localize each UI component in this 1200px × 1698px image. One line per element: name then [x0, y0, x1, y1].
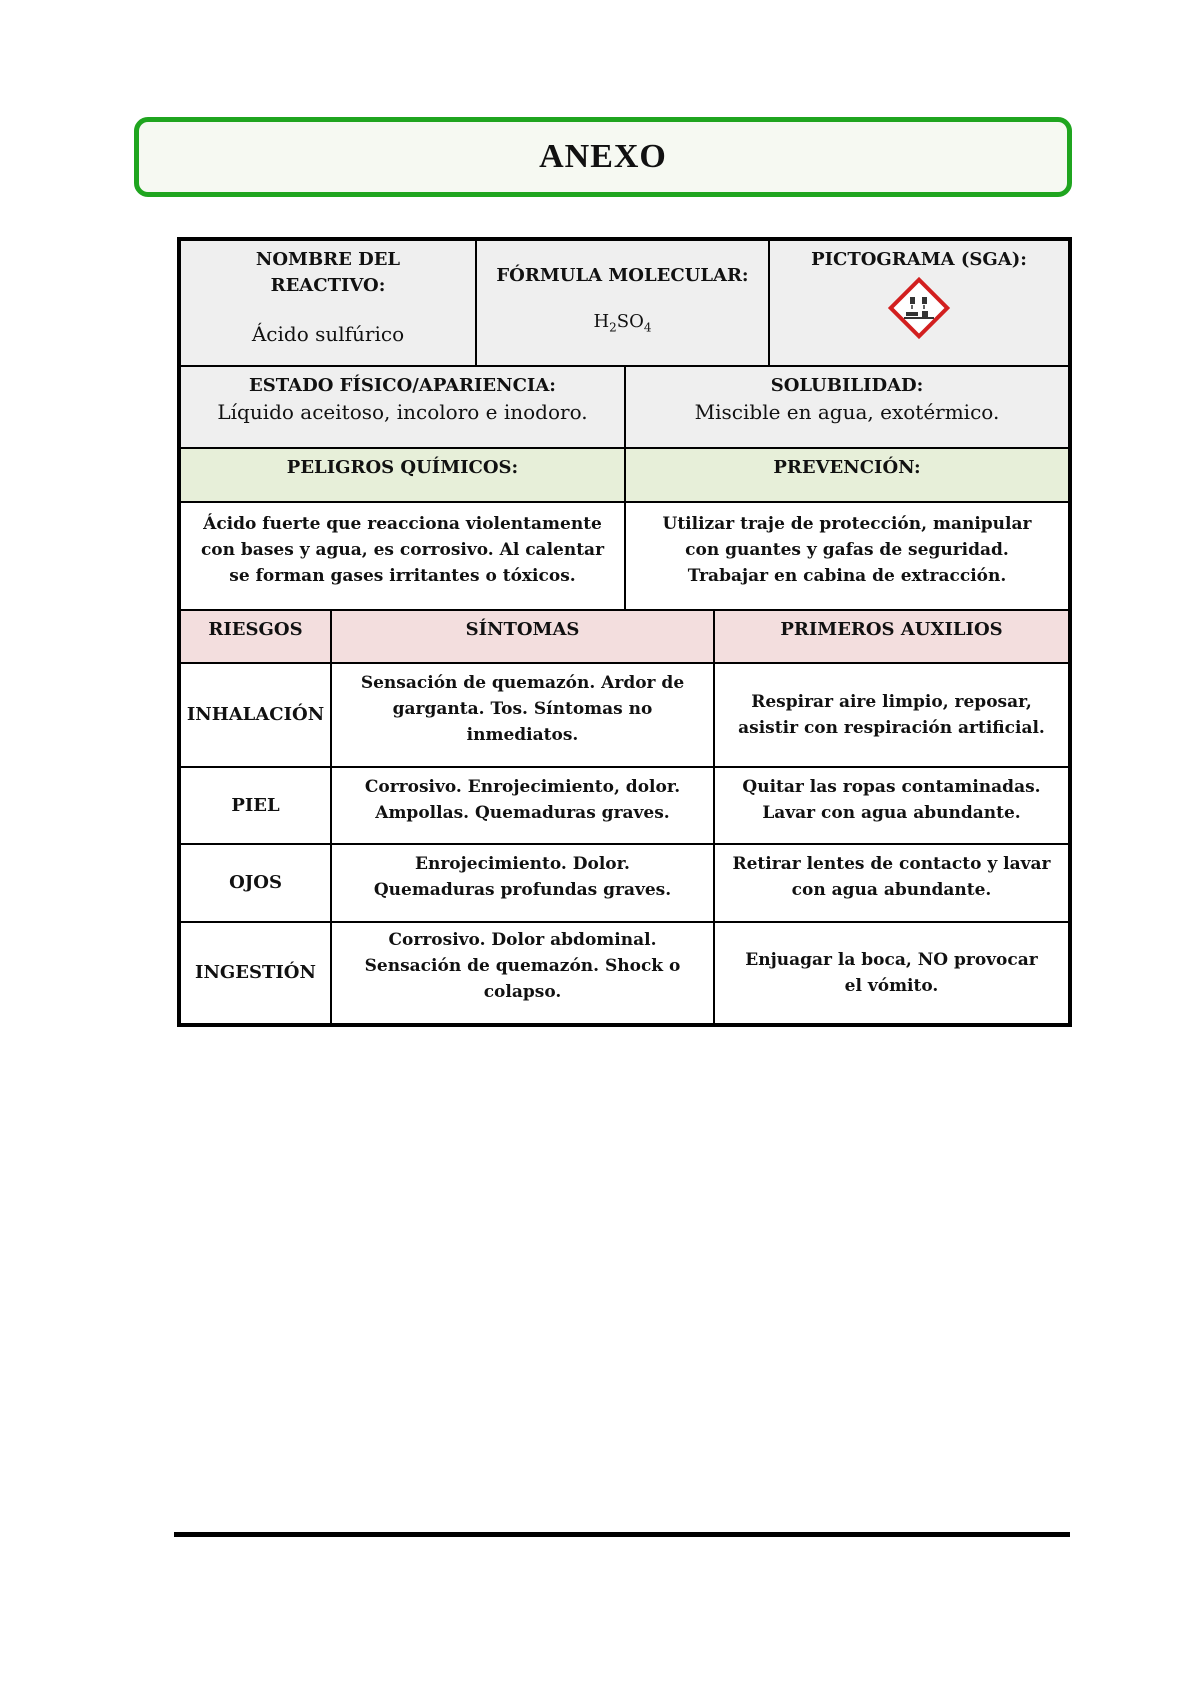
pictogram-label: PICTOGRAMA (SGA):	[811, 249, 1027, 270]
symptoms-inhalation: Sensación de quemazón. Ardor de garganta. Tos. Síntomas no inmediatos.	[332, 664, 715, 768]
symptoms-header: SÍNTOMAS	[332, 611, 715, 664]
prevention-label: PREVENCIÓN:	[773, 457, 921, 478]
chemical-hazards-text: Ácido fuerte que reacciona violentamente con bases y agua, es corrosivo. Al calentar se forman gases irritantes o tóxicos.	[181, 503, 626, 611]
first-aid-eyes: Retirar lentes de contacto y lavar con agua abundante.	[715, 845, 1068, 923]
chemical-hazards-label: PELIGROS QUÍMICOS:	[286, 457, 519, 478]
annex-title-box	[134, 117, 1072, 197]
risk-skin: PIEL	[181, 768, 332, 845]
first-aid-inhalation: Respirar aire limpio, reposar, asistir con respiración artificial.	[715, 664, 1068, 768]
reagent-name-value: Ácido sulfúrico	[251, 322, 405, 346]
molecular-formula-value: $H_2SO_4$	[593, 311, 652, 335]
reagent-name-cell	[181, 241, 477, 367]
prevention-header	[626, 449, 1068, 503]
chemical-hazards-header	[181, 449, 626, 503]
molecular-formula-label: FÓRMULA MOLECULAR:	[496, 265, 749, 286]
first-aid-skin: Quitar las ropas contaminadas. Lavar con agua abundante.	[715, 768, 1068, 845]
risks-header: RIESGOS	[181, 611, 332, 664]
risk-ingestion: INGESTIÓN	[181, 923, 332, 1023]
physical-state-value: Líquido aceitoso, incoloro e inodoro.	[217, 400, 588, 424]
first-aid-ingestion: Enjuagar la boca, NO provocar el vómito.	[745, 950, 1038, 996]
risk-eyes: OJOS	[181, 845, 332, 923]
corrosive-ghs-icon	[886, 275, 952, 341]
risk-inhalation: INHALACIÓN	[181, 664, 332, 768]
physical-state-label: ESTADO FÍSICO/APARIENCIA:	[249, 375, 556, 396]
first-aid-header: PRIMEROS AUXILIOS	[715, 611, 1068, 664]
footer-divider	[174, 1532, 1070, 1537]
reagent-name-label: NOMBRE DEL REACTIVO:	[255, 249, 401, 296]
physical-state-cell	[181, 367, 626, 449]
safety-data-sheet	[177, 237, 1072, 1027]
symptoms-ingestion: Corrosivo. Dolor abdominal. Sensación de quemazón. Shock o colapso.	[332, 923, 715, 1023]
symptoms-eyes: Enrojecimiento. Dolor. Quemaduras profundas graves.	[332, 845, 715, 923]
solubility-value: Miscible en agua, exotérmico.	[694, 400, 1000, 424]
solubility-label: SOLUBILIDAD:	[770, 375, 924, 396]
solubility-cell	[626, 367, 1068, 449]
symptoms-skin: Corrosivo. Enrojecimiento, dolor. Ampollas. Quemaduras graves.	[332, 768, 715, 845]
molecular-formula-cell	[477, 241, 770, 367]
prevention-text: Utilizar traje de protección, manipular con guantes y gafas de seguridad. Trabajar en cabina de extracción.	[626, 503, 1068, 611]
pictogram-cell	[770, 241, 1068, 367]
annex-title: ANEXO	[539, 138, 667, 175]
